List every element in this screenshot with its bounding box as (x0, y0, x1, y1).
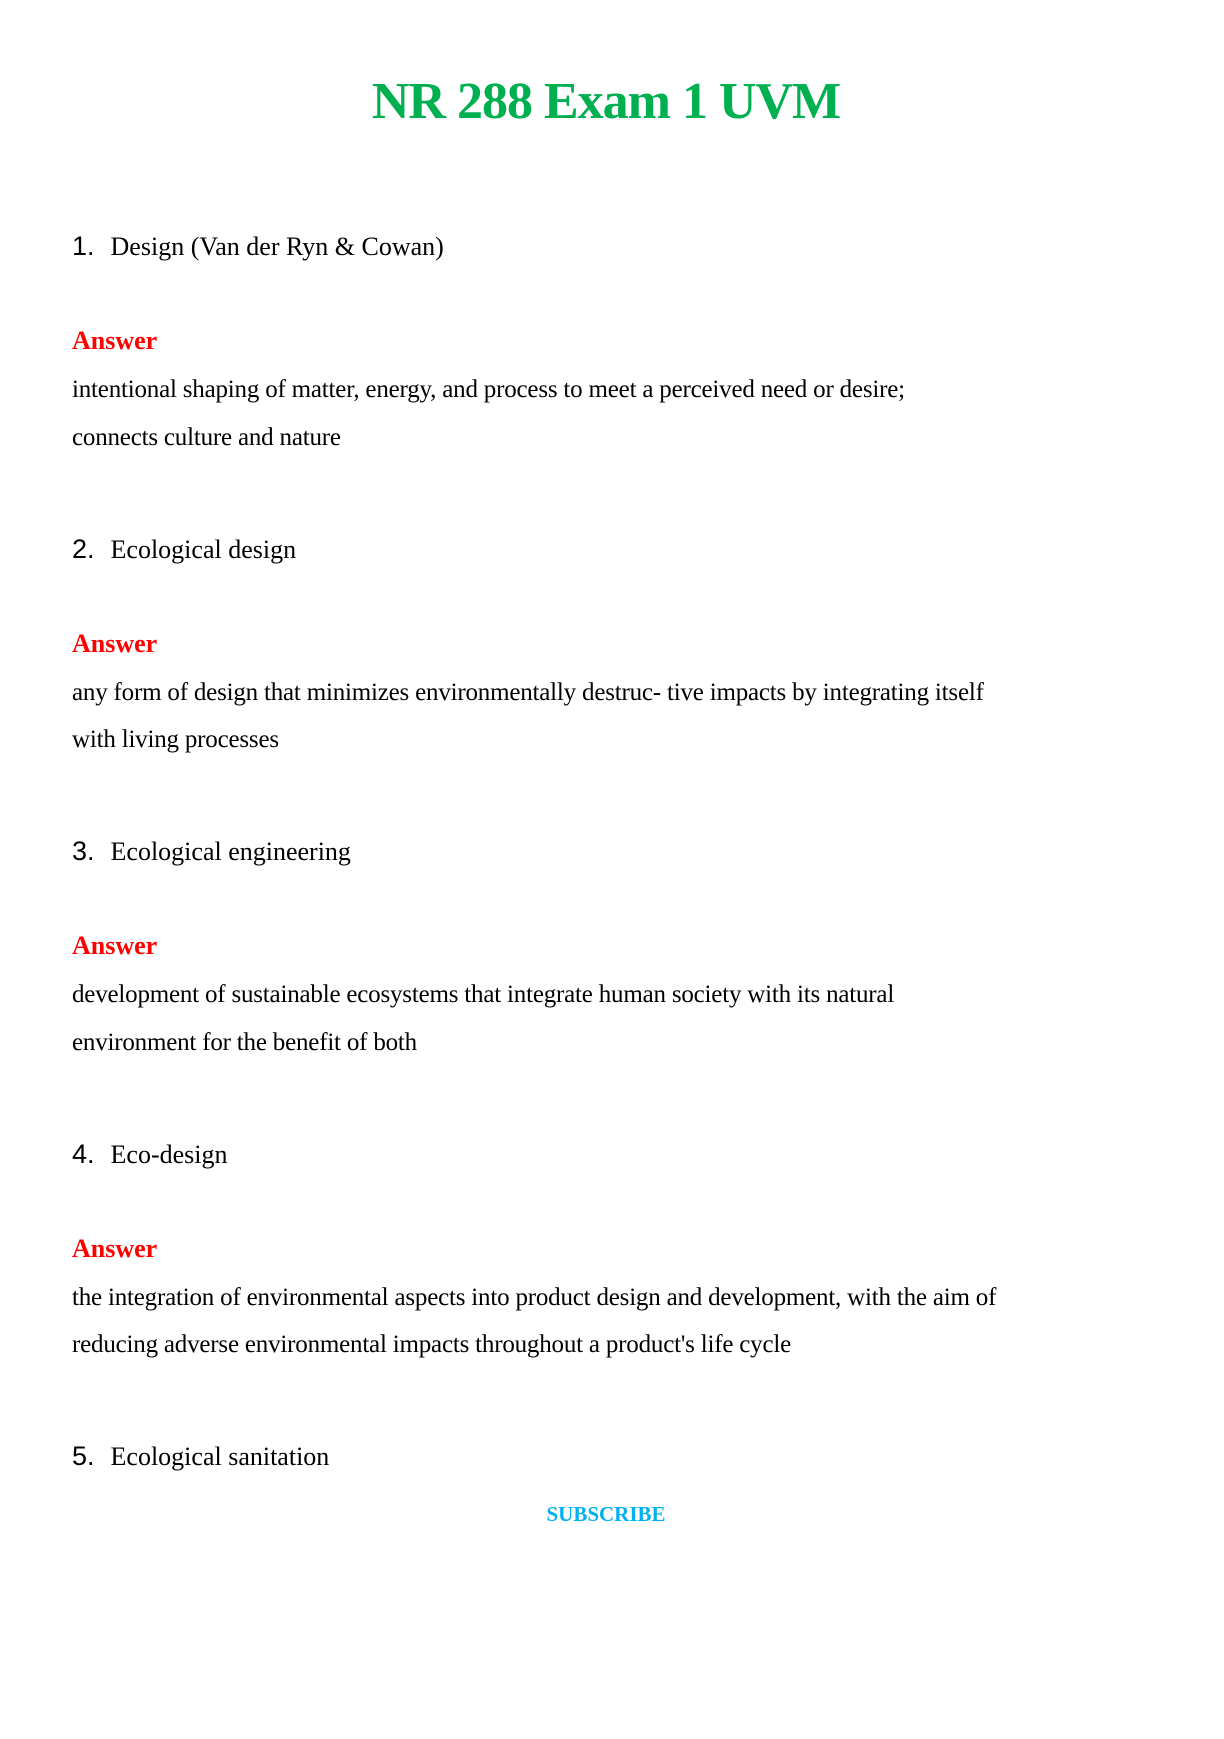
page-title: NR 288 Exam 1 UVM (371, 73, 841, 130)
answer-text (72, 971, 1132, 1066)
question-text: Ecological design (110, 534, 297, 564)
question (72, 1134, 228, 1175)
question-text: Eco-design (110, 1139, 228, 1169)
answer-text (72, 366, 1132, 461)
subscribe-link[interactable]: SUBSCRIBE (546, 1502, 666, 1526)
answer-label: Answer (72, 628, 158, 658)
question-item-3 (72, 831, 1152, 1134)
question-number: 3. (72, 836, 95, 866)
answer-line: intentional shaping of matter, energy, and process to meet a perceived need or desire; (72, 376, 905, 403)
question (72, 529, 296, 570)
question-item-5 (72, 1436, 1152, 1739)
question-item-4 (72, 1134, 1152, 1437)
answer-line: any form of design that minimizes environmentally destruc- tive impacts by integrating itself (72, 678, 984, 706)
question-number: 2. (72, 533, 95, 564)
answer-line: reducing adverse environmental impacts throughout a product's life cycle (72, 1331, 792, 1358)
answer-text (72, 669, 1132, 764)
question-text: Ecological engineering (110, 837, 351, 866)
answer-line: with living processes (72, 726, 279, 753)
question-number: 5. (72, 1441, 95, 1471)
answer-label: Answer (72, 326, 158, 355)
question (72, 226, 444, 267)
answer-text (72, 1274, 1132, 1369)
question-item-1 (72, 226, 1152, 529)
question-item-2 (72, 529, 1152, 832)
answer-label: Answer (72, 1233, 158, 1263)
question-text: Ecological sanitation (110, 1442, 330, 1471)
answer-line: environment for the benefit of both (72, 1028, 417, 1056)
question-text: Design (Van der Ryn & Cowan) (110, 232, 444, 261)
answer-line: connects culture and nature (72, 423, 341, 451)
answer-line: the integration of environmental aspects into product design and development, with the aim of (72, 1283, 997, 1311)
question (72, 1436, 329, 1477)
answer-label: Answer (72, 931, 158, 960)
question (72, 831, 351, 872)
question-number: 4. (72, 1138, 95, 1169)
answer-line: development of sustainable ecosystems that integrate human society with its natural (72, 981, 895, 1008)
question-number: 1. (72, 231, 95, 261)
